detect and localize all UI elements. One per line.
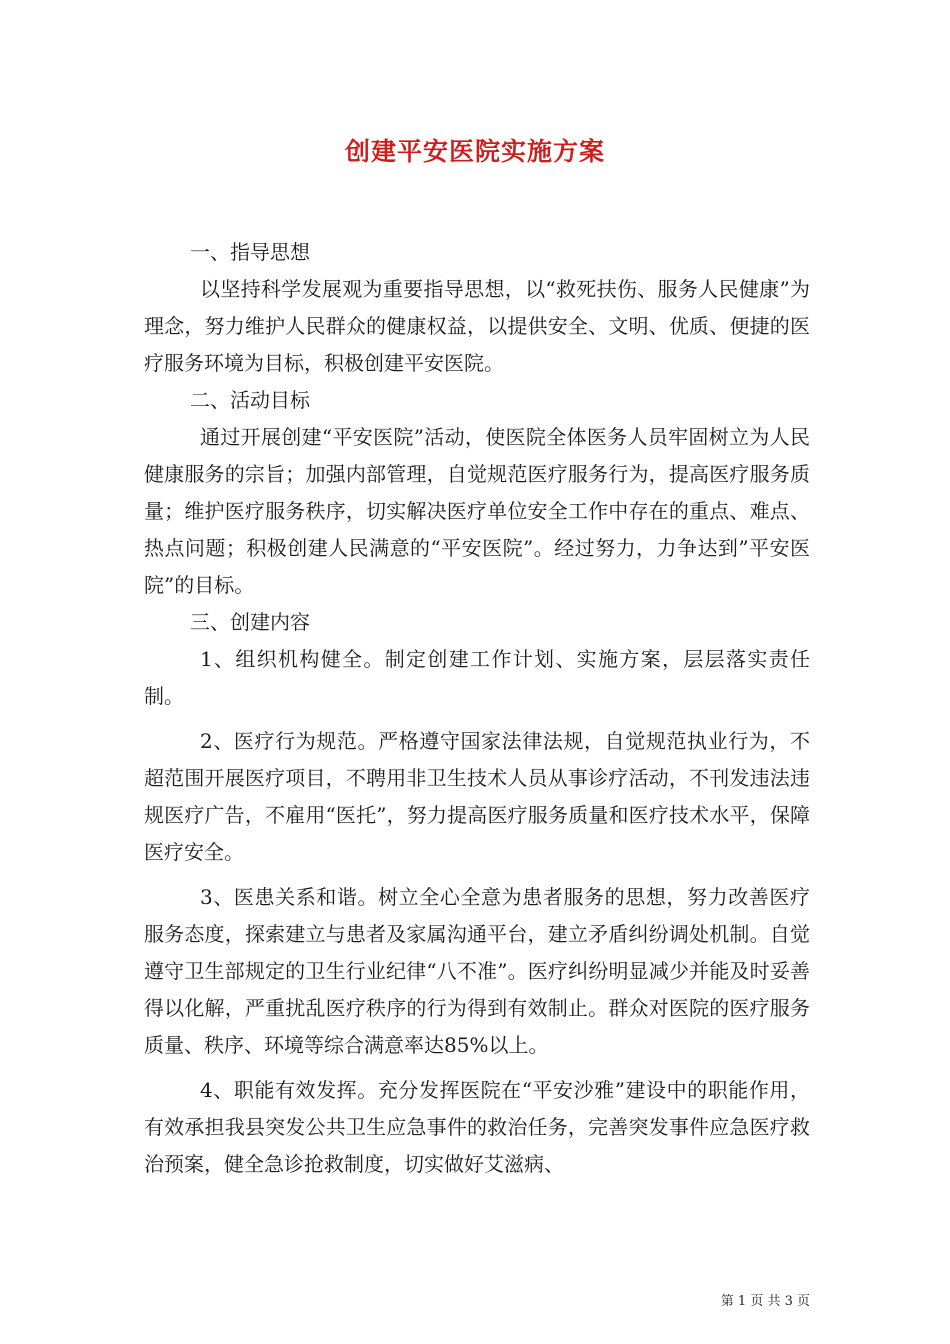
paragraph-guiding-ideology: 以坚持科学发展观为重要指导思想，以“救死扶伤、服务人民健康”为理念，努力维护人民群众的健康权益，以提供安全、文明、优质、便捷的医疗服务环境为目标，积极创建平安医院。 <box>144 277 810 375</box>
section-heading-activity-goals: 二、活动目标 <box>190 388 310 412</box>
list-item-medical-behavior: 2、医疗行为规范。严格遵守国家法律法规，自觉规范执业行为，不超范围开展医疗项目，不聘用非卫生技术人员从事诊疗活动，不刊发违法违规医疗广告，不雇用“医托”，努力提高医疗服务质量和医疗技术水平，保障医疗安全。 <box>144 729 810 864</box>
document-body <box>144 234 810 1183</box>
paragraph-activity-goals: 通过开展创建“平安医院”活动，使医院全体医务人员牢固树立为人民健康服务的宗旨；加强内部管理，自觉规范医疗服务行为，提高医疗服务质量；维护医疗服务秩序，切实解决医疗单位安全工作中存在的重点、难点、热点问题；积极创建人民满意的“平安医院”。经过努力，力争达到”平安医院”的目标。 <box>144 425 810 597</box>
list-item-organization: 1、组织机构健全。制定创建工作计划、实施方案，层层落实责任制。 <box>144 647 810 708</box>
section-heading-content: 三、创建内容 <box>190 610 310 634</box>
list-item-doctor-patient-relations: 3、医患关系和谐。树立全心全意为患者服务的思想，努力改善医疗服务态度，探索建立与患者及家属沟通平台，建立矛盾纠纷调处机制。自觉遵守卫生部规定的卫生行业纪律“八不准”。医疗纠纷明显减少并能及时妥善得以化解，严重扰乱医疗秩序的行为得到有效制止。群众对医院的医疗服务质量、秩序、环境等综合满意率达85%以上。 <box>144 885 810 1057</box>
list-item-function-role: 4、职能有效发挥。充分发挥医院在“平安沙雅”建设中的职能作用，有效承担我县突发公共卫生应急事件的救治任务，完善突发事件应急医疗救治预案，健全急诊抢救制度，切实做好艾滋病、 <box>144 1078 810 1176</box>
document-title: 创建平安医院实施方案 <box>344 137 605 166</box>
section-heading-guiding-ideology: 一、指导思想 <box>190 240 310 264</box>
page-number-footer: 第 1 页 共 3 页 <box>720 1294 810 1309</box>
